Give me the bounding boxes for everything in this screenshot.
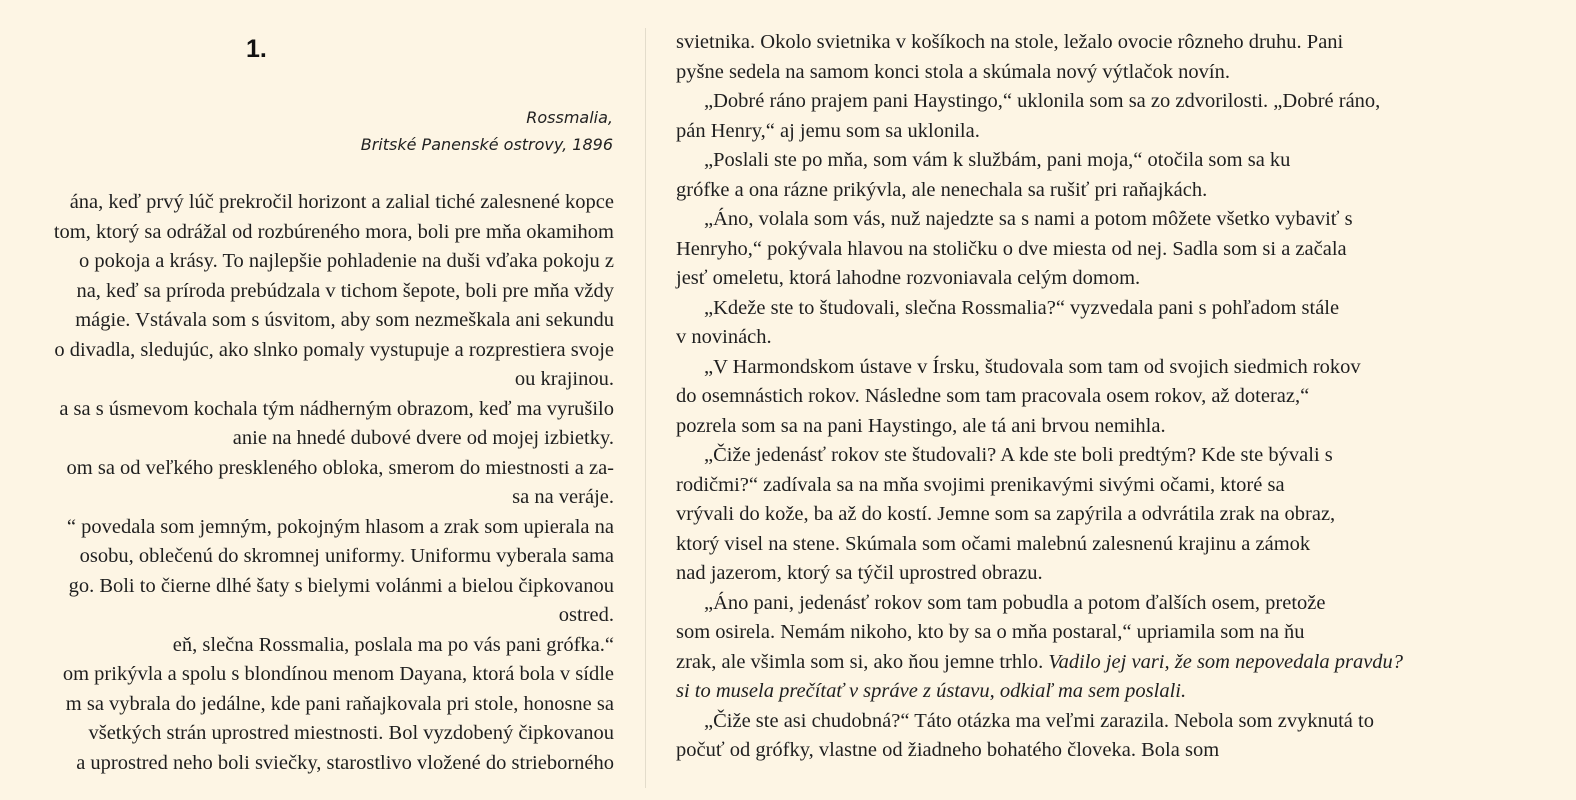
text-line: „V Harmondskom ústave v Írsku, študovala som tam od svojich siedmich rokov xyxy=(704,355,1361,378)
right-page xyxy=(646,0,1404,800)
text-line: v novinách. xyxy=(676,326,772,348)
text-line: ou krajinou. xyxy=(514,368,614,390)
text-line: grófke a ona rázne prikývla, ale nenechala sa rušiť pri raňajkách. xyxy=(676,178,1208,201)
text-line: ktorý visel na stene. Skúmala som očami malebnú zalesnenú krajinu a zámok xyxy=(676,532,1311,555)
text-line: a uprostred neho boli sviečky, starostlivo vložené do strieborného xyxy=(76,751,614,774)
text-line: „Áno pani, jedenásť rokov som tam pobudla a potom ďalších osem, pretože xyxy=(704,591,1326,614)
text-line xyxy=(676,648,1576,678)
text-line: „Čiže ste asi chudobná?“ Táto otázka ma veľmi zarazila. Nebola som zvyknutá to xyxy=(704,709,1374,732)
text-line: mágie. Vstávala som s úsvitom, aby som nezmeškala ani sekundu xyxy=(75,309,614,331)
text-line: o divadla, sledujúc, ako slnko pomaly vystupuje a rozprestiera svoje xyxy=(54,338,614,361)
text-line: svietnika. Okolo svietnika v košíkoch na stole, ležalo ovocie rôzneho druhu. Pani xyxy=(676,31,1344,53)
text-line: „Kdeže ste to študovali, slečna Rossmalia?“ vyzvedala pani s pohľadom stále xyxy=(704,296,1340,319)
text-line: om sa od veľkého preskleného obloka, smerom do miestnosti a za- xyxy=(66,456,614,479)
text-line: pyšne sedela na samom konci stola a skúmala nový výtlačok novín. xyxy=(676,60,1230,83)
text-line: anie na hnedé dubové dvere od mojej izbietky. xyxy=(232,427,614,449)
text-line: jesť omeletu, ktorá lahodne rozvoniavala celým domom. xyxy=(676,267,1141,289)
text-line: „Áno, volala som vás, nuž najedzte sa s nami a potom môžete všetko vybaviť s xyxy=(704,208,1353,230)
text-line: sa na veráje. xyxy=(512,486,614,508)
epigraph-location-date: Britské Panenské ostrovy, 1896 xyxy=(360,135,613,154)
text-line: ostred. xyxy=(558,604,614,626)
text-line: na, keď sa príroda prebúdzala v tichom šepote, boli pre mňa vždy xyxy=(76,279,614,302)
text-line: “ povedala som jemným, pokojným hlasom a zrak som upierala na xyxy=(66,515,614,538)
text-line: tom, ktorý sa odrážal od rozbúreného mora, boli pre mňa okamihom xyxy=(53,220,614,243)
text-line: osobu, oblečenú do skromnej uniformy. Uniformu vyberala sama xyxy=(79,545,614,567)
text-line: všetkých strán uprostred miestnosti. Bol vyzdobený čipkovanou xyxy=(88,722,614,744)
text-line: pozrela som sa na pani Haystingo, ale tá ani brvou nemihla. xyxy=(676,414,1166,437)
left-page-text xyxy=(0,188,614,778)
text-line: počuť od grófky, vlastne od žiadneho bohatého človeka. Bola som xyxy=(676,739,1220,761)
text-line: o pokoja a krásy. To najlepšie pohladenie na duši vďaka pokoju z xyxy=(78,250,614,272)
text-line: do osemnástich rokov. Následne som tam pracovala osem rokov, až doteraz,“ xyxy=(676,385,1310,407)
text-line: „Dobré ráno prajem pani Haystingo,“ uklonila som sa zo zdvorilosti. „Dobré ráno, xyxy=(704,90,1381,112)
text-line: go. Boli to čierne dlhé šaty s bielymi volánmi a bielou čipkovanou xyxy=(68,574,614,597)
text-line: om prikývla a spolu s blondínou menom Dayana, ktorá bola v sídle xyxy=(62,663,614,685)
epigraph-place: Rossmalia, xyxy=(526,108,613,127)
chapter-number: 1. xyxy=(246,35,267,63)
text-line: pán Henry,“ aj jemu som sa uklonila. xyxy=(676,119,980,142)
text-line: vrývali do kože, ba až do kostí. Jemne som sa zapýrila a odvrátila zrak na obraz, xyxy=(676,503,1336,525)
text-line: „Čiže jedenásť rokov ste študovali? A kde ste boli predtým? Kde ste bývali s xyxy=(704,444,1333,466)
text-line-italic: Vadilo jej vari, že som nepovedala pravdu? xyxy=(1048,650,1404,673)
text-line: „Poslali ste po mňa, som vám k službám, pani moja,“ otočila som sa ku xyxy=(704,149,1291,171)
epigraph xyxy=(361,104,613,158)
text-line-plain: zrak, ale všimla som si, ako ňou jemne trhlo. xyxy=(676,650,1049,673)
text-line: si to musela prečítať v správe z ústavu, odkiaľ ma sem poslali. xyxy=(676,680,1187,702)
text-line: nad jazerom, ktorý sa týčil uprostred obrazu. xyxy=(676,562,1043,584)
right-page-text xyxy=(676,28,1576,766)
text-line: a sa s úsmevom kochala tým nádherným obrazom, keď ma vyrušilo xyxy=(59,397,614,420)
left-page xyxy=(0,0,645,800)
text-line: rodičmi?“ zadívala sa na mňa svojimi prenikavými sivými očami, ktoré sa xyxy=(676,473,1285,496)
text-line: Henryho,“ pokývala hlavou na stoličku o dve miesta od nej. Sadla som si a začala xyxy=(676,237,1347,260)
text-line: m sa vybrala do jedálne, kde pani raňajkovala pri stole, honosne sa xyxy=(65,692,614,715)
text-line: som osirela. Nemám nikoho, kto by sa o mňa postaral,“ upriamila som na ňu xyxy=(676,621,1305,643)
text-line: ána, keď prvý lúč prekročil horizont a zalial tiché zalesnené kopce xyxy=(69,191,614,213)
text-line: eň, slečna Rossmalia, poslala ma po vás pani grófka.“ xyxy=(172,633,614,656)
